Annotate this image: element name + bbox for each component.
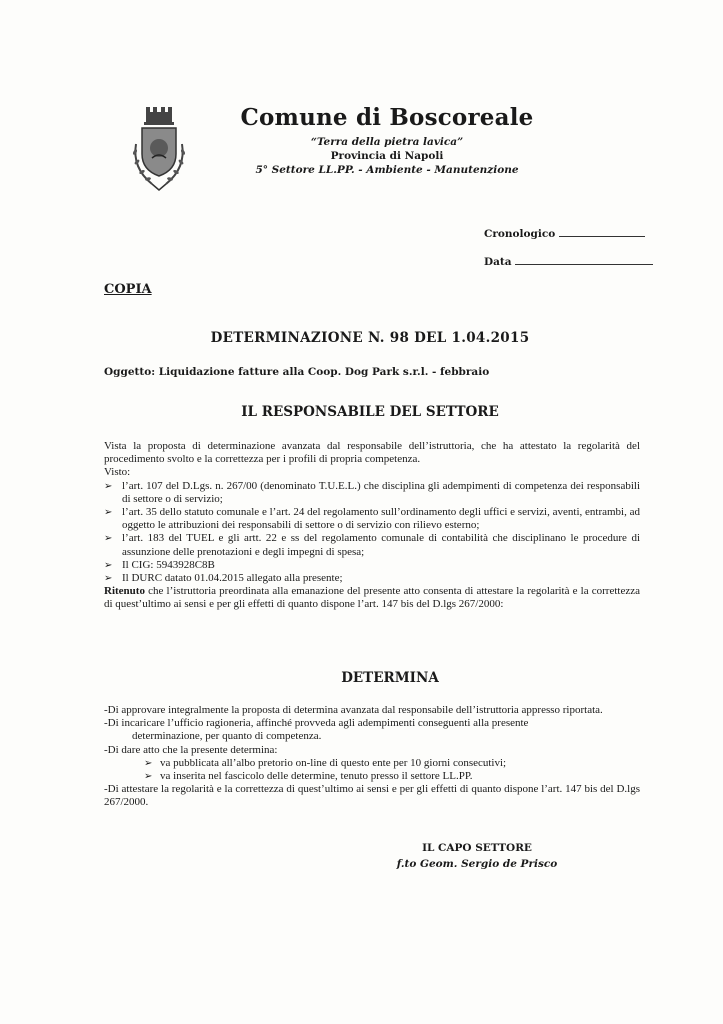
visto-label: Visto:: [104, 466, 131, 479]
municipality-title: Comune di Boscoreale: [240, 104, 534, 131]
ritenuto-label: Ritenuto: [104, 585, 145, 598]
province: Provincia di Napoli: [330, 150, 444, 162]
visto-item: ➢ l’art. 35 dello statuto comunale e l’art. 24 del regolamento sull’ordinamento degli uffici e servizi, aventi, entrambi, ad oggetto le attribuzioni dei responsabili di settore o di servizio con rilievo esterno;: [104, 506, 640, 532]
determination-title: DETERMINAZIONE N. 98 DEL 1.04.2015: [210, 330, 530, 346]
determina-point: -Di attestare la regolarità e la correttezza di quest’ultimo ai sensi e per gli effetti di quanto dispone l’art. 147 bis del D.lgs 267/2000.: [104, 783, 640, 809]
signature-name: f.to Geom. Sergio de Prisco: [396, 858, 558, 870]
ritenuto-text: che l’istruttoria preordinata alla emanazione del presente atto consenta di attestare la regolarità e la correttezza di quest’ultimo ai sensi e per gli effetti di quanto dispone l’art. 147 bis del D.lgs 267/2000:: [104, 585, 640, 611]
determina-point-continued: determinazione, per quanto di competenza.: [132, 730, 322, 743]
visto-item: ➢ l’art. 183 del TUEL e gli artt. 22 e ss del regolamento comunale di contabilità che disciplinano le procedure di assunzione delle prenotazioni e degli impegni di spesa;: [104, 532, 640, 558]
determina-point: -Di approvare integralmente la proposta di determina avanzata dal responsabile dell’istruttoria appresso riportata.: [104, 704, 603, 716]
data-line: [515, 264, 653, 265]
cronologico-label: Cronologico: [484, 228, 556, 240]
subject: Oggetto: Liquidazione fatture alla Coop. Dog Park s.r.l. - febbraio: [104, 366, 490, 378]
premises-section: [104, 440, 640, 612]
visto-item: ➢ Il DURC datato 01.04.2015 allegato alla presente;: [104, 572, 640, 585]
signature-role: IL CAPO SETTORE: [422, 842, 532, 854]
sector: 5° Settore LL.PP. - Ambiente - Manutenzione: [255, 164, 519, 176]
cronologico-field: [484, 228, 645, 240]
determina-subitem: ➢ va pubblicata all’albo pretorio on-line di questo ente per 10 giorni consecutivi;: [104, 757, 640, 770]
intro-text: Vista la proposta di determinazione avanzata dal responsabile dell’istruttoria, che ha attestato la regolarità del procedimento svolto e la correttezza per i profili di propria competenza.: [104, 440, 640, 466]
cronologico-line: [559, 236, 645, 237]
coat-of-arms-icon: [128, 104, 190, 194]
copia-label: COPIA: [104, 282, 152, 297]
determina-point: -Di incaricare l’ufficio ragioneria, affinché provveda agli adempimenti conseguenti alla presente: [104, 717, 529, 730]
visto-item: ➢ l’art. 107 del D.Lgs. n. 267/00 (denominato T.U.E.L.) che disciplina gli adempimenti di competenza dei responsabili di settore o di servizio;: [104, 480, 640, 506]
determina-section: [104, 704, 640, 810]
ritenuto-paragraph: [104, 585, 640, 611]
data-label: Data: [484, 256, 512, 268]
determina-subitem: ➢ va inserita nel fascicolo delle determine, tenuto presso il settore LL.PP.: [104, 770, 640, 783]
responsible-heading: IL RESPONSABILE DEL SETTORE: [241, 404, 499, 420]
determina-point: -Di dare atto che la presente determina:: [104, 743, 278, 756]
data-field: [484, 256, 653, 268]
determina-heading: DETERMINA: [341, 670, 439, 686]
motto: “Terra della pietra lavica”: [310, 136, 464, 148]
visto-item: ➢ Il CIG: 5943928C8B: [104, 559, 640, 572]
